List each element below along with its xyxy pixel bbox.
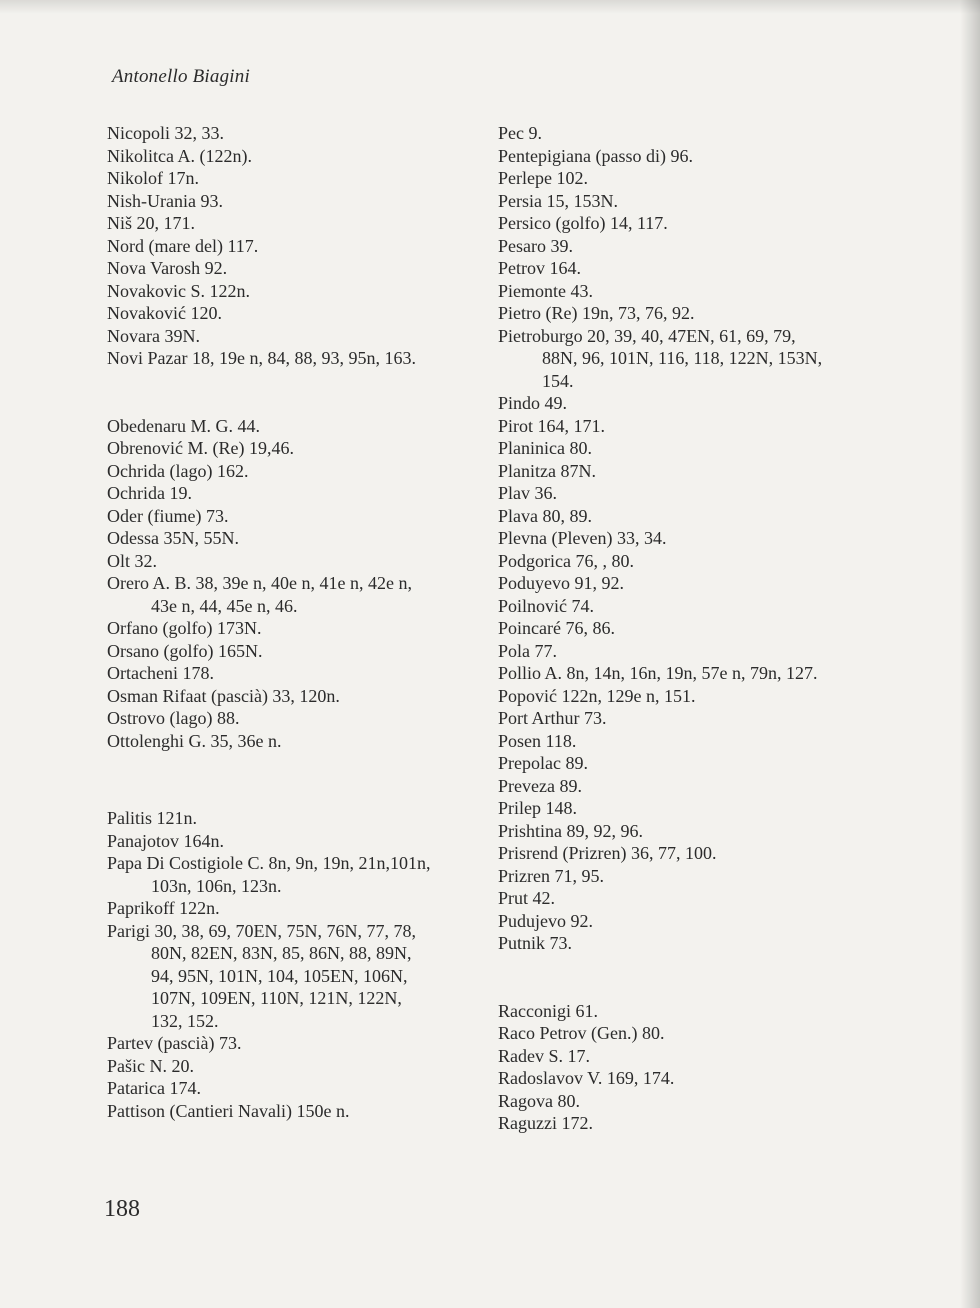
index-entry: Pattison (Cantieri Navali) 150e n. <box>107 1100 350 1121</box>
page-top-shadow <box>0 0 980 14</box>
index-group-p-continued <box>498 122 828 955</box>
index-entry: Podgorica 76, , 80. <box>498 550 634 571</box>
index-entry: Radoslavov V. 169, 174. <box>498 1068 675 1088</box>
index-entry: Prisrend (Prizren) 36, 77, 100. <box>498 843 717 863</box>
page-number: 188 <box>104 1196 140 1222</box>
index-entry: Niš 20, 171. <box>107 213 196 233</box>
index-entry: Planitza 87N. <box>498 460 596 481</box>
index-group-n <box>107 122 437 370</box>
index-group-p <box>107 807 437 1122</box>
index-entry: Pudujevo 92. <box>498 910 594 931</box>
index-entry: Novaković 120. <box>107 303 222 323</box>
index-entry: Prut 42. <box>498 888 556 908</box>
group-spacer <box>107 370 437 415</box>
index-entry: Obrenović M. (Re) 19,46. <box>107 438 294 458</box>
index-entry: Pašic N. 20. <box>107 1055 194 1076</box>
index-entry: Nord (mare del) 117. <box>107 235 259 256</box>
index-entry: Port Arthur 73. <box>498 708 607 728</box>
index-entry: Odessa 35N, 55N. <box>107 528 239 548</box>
index-entry: Ochrida 19. <box>107 483 192 503</box>
index-entry: Pola 77. <box>498 640 558 661</box>
index-entry: Osman Rifaat (pascià) 33, 120n. <box>107 685 340 706</box>
index-entry: Petrov 164. <box>498 258 581 278</box>
index-entry: Ochrida (lago) 162. <box>107 460 249 481</box>
page-gutter-shadow <box>960 0 980 1308</box>
index-entry: Novi Pazar 18, 19e n, 84, 88, 93, 95n, 163. <box>107 348 416 368</box>
index-entry: Nish-Urania 93. <box>107 190 223 211</box>
index-entry: Pentepigiana (passo di) 96. <box>498 145 693 166</box>
index-entry: Orero A. B. 38, 39e n, 40e n, 41e n, 42e n, 43e n, 44, 45e n, 46. <box>107 573 412 616</box>
index-entry: Novara 39N. <box>107 325 200 346</box>
index-entry: Persico (golfo) 14, 117. <box>498 213 668 233</box>
group-spacer <box>107 752 437 807</box>
index-entry: Patarica 174. <box>107 1078 201 1098</box>
index-entry: Ostrovo (lago) 88. <box>107 708 240 728</box>
index-entry: Plava 80, 89. <box>498 505 592 526</box>
index-entry: Nikolitca A. (122n). <box>107 145 252 166</box>
index-entry: Ragova 80. <box>498 1090 580 1111</box>
running-head: Antonello Biagini <box>112 66 250 87</box>
index-entry: Ortacheni 178. <box>107 663 214 683</box>
index-entry: Perlepe 102. <box>498 168 588 188</box>
index-entry: Plevna (Pleven) 33, 34. <box>498 528 667 548</box>
index-entry: Partev (pascià) 73. <box>107 1033 242 1053</box>
index-entry: Posen 118. <box>498 730 577 751</box>
index-entry: Oder (fiume) 73. <box>107 505 229 526</box>
group-spacer <box>498 955 828 1000</box>
index-entry: Preveza 89. <box>498 775 582 796</box>
index-entry: Poduyevo 91, 92. <box>498 573 624 593</box>
index-entry: Piemonte 43. <box>498 280 593 301</box>
index-entry: Obedenaru M. G. 44. <box>107 415 260 436</box>
index-entry: Plav 36. <box>498 483 558 503</box>
index-entry: Papa Di Costigiole C. 8n, 9n, 19n, 21n,101n, 103n, 106n, 123n. <box>107 853 431 896</box>
index-column-right <box>498 122 828 1135</box>
index-entry: Racconigi 61. <box>498 1000 598 1021</box>
index-entry: Pollio A. 8n, 14n, 16n, 19n, 57e n, 79n, 127. <box>498 663 818 683</box>
index-entry: Pindo 49. <box>498 393 568 413</box>
index-entry: Pietro (Re) 19n, 73, 76, 92. <box>498 303 695 323</box>
index-entry: Radev S. 17. <box>498 1045 590 1066</box>
index-entry: Nikolof 17n. <box>107 168 199 188</box>
index-entry: Poilnović 74. <box>498 595 595 616</box>
index-column-left <box>107 122 437 1122</box>
index-entry: Prepolac 89. <box>498 753 588 773</box>
index-entry: Nicopoli 32, 33. <box>107 123 224 143</box>
index-entry: Paprikoff 122n. <box>107 898 220 918</box>
index-entry: Palitis 121n. <box>107 808 198 828</box>
index-entry: Novakovic S. 122n. <box>107 280 250 301</box>
index-entry: Raco Petrov (Gen.) 80. <box>498 1023 665 1043</box>
index-entry: Panajotov 164n. <box>107 830 224 851</box>
index-entry: Prizren 71, 95. <box>498 865 604 886</box>
index-entry: Olt 32. <box>107 550 158 571</box>
index-entry: Orfano (golfo) 173N. <box>107 618 262 638</box>
index-entry: Planinica 80. <box>498 438 592 458</box>
index-entry: Raguzzi 172. <box>498 1113 593 1133</box>
index-entry: Pirot 164, 171. <box>498 415 606 436</box>
index-entry: Ottolenghi G. 35, 36e n. <box>107 730 282 751</box>
index-entry: Prishtina 89, 92, 96. <box>498 820 644 841</box>
index-entry: Prilep 148. <box>498 798 577 818</box>
index-entry: Parigi 30, 38, 69, 70EN, 75N, 76N, 77, 78, 80N, 82EN, 83N, 85, 86N, 88, 89N, 94, 95N, 101N, 104, 105EN, 106N, 107N, 109EN, 110N, 121N, 122N, 132, 152. <box>107 920 416 1031</box>
index-group-o <box>107 415 437 753</box>
index-entry: Pesaro 39. <box>498 235 573 256</box>
index-entry: Orsano (golfo) 165N. <box>107 640 263 661</box>
index-entry: Popović 122n, 129e n, 151. <box>498 685 696 706</box>
index-entry: Poincaré 76, 86. <box>498 618 615 638</box>
index-group-r <box>498 1000 828 1135</box>
index-entry: Nova Varosh 92. <box>107 258 228 278</box>
index-entry: Pec 9. <box>498 123 542 143</box>
index-entry: Pietroburgo 20, 39, 40, 47EN, 61, 69, 79, 88N, 96, 101N, 116, 118, 122N, 153N, 154. <box>498 325 823 391</box>
index-entry: Persia 15, 153N. <box>498 190 618 211</box>
index-entry: Putnik 73. <box>498 933 573 953</box>
